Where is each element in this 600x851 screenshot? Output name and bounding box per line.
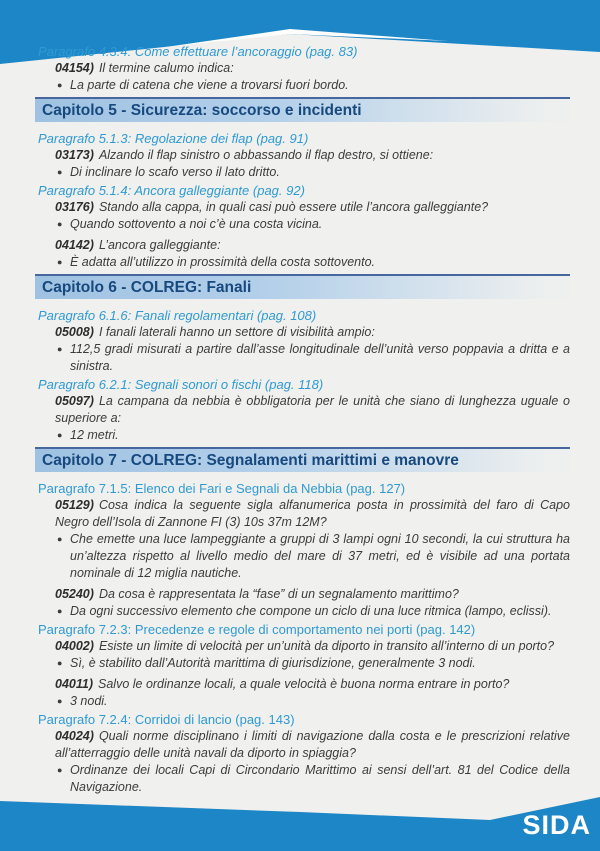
- question-text: Da cosa è rappresentata la “fase” di un segnalamento marittimo?: [98, 587, 459, 601]
- question-text: Esiste un limite di velocità per un’unità da diporto in transito all’interno di un porto?: [98, 639, 555, 653]
- question-number: 05240): [55, 587, 94, 601]
- bullet-icon: ●: [57, 167, 63, 177]
- paragraph-ref: Paragrafo 6.1.6: Fanali regolamentari (pag. 108): [38, 308, 317, 323]
- answer-line: [57, 164, 570, 181]
- question-line: [55, 586, 570, 603]
- paragraph-ref: Paragrafo 7.2.3: Precedenze e regole di comportamento nei porti (pag. 142): [38, 622, 476, 637]
- answer-line: [57, 762, 570, 796]
- answer-line: [57, 655, 570, 672]
- question-line: [55, 237, 570, 254]
- question-block: [38, 147, 570, 181]
- answer-text: La parte di catena che viene a trovarsi fuori bordo.: [70, 78, 349, 92]
- bullet-icon: ●: [57, 344, 63, 354]
- question-line: [55, 393, 570, 427]
- question-line: [55, 199, 570, 216]
- question-text: Stando alla cappa, in quali casi può essere utile l’ancora galleggiante?: [98, 200, 489, 214]
- question-line: [55, 147, 570, 164]
- question-number: 04142): [55, 238, 94, 252]
- sida-logo: SIDA: [522, 810, 591, 840]
- chapter-heading: Capitolo 5 - Sicurezza: soccorso e incidenti: [35, 97, 570, 122]
- paragraph-ref: Paragrafo 4.3.4: Come effettuare l’ancoraggio (pag. 83): [38, 44, 358, 59]
- question-block: [38, 199, 570, 233]
- answer-line: [57, 531, 570, 582]
- question-line: [55, 324, 570, 341]
- answer-line: [57, 216, 570, 233]
- answer-line: [57, 427, 570, 444]
- question-text: I fanali laterali hanno un settore di visibilità ampio:: [98, 325, 375, 339]
- answer-text: 112,5 gradi misurati a partire dall’asse longitudinale dell’unità verso poppavia a dritta e a sinistra.: [70, 342, 570, 373]
- bullet-icon: ●: [57, 219, 63, 229]
- question-number: 03173): [55, 148, 94, 162]
- question-text: Il termine calumo indica:: [98, 61, 234, 75]
- question-number: 04002): [55, 639, 94, 653]
- question-block: [38, 676, 570, 710]
- question-number: 04154): [55, 61, 94, 75]
- question-line: [55, 497, 570, 531]
- question-text: L’ancora galleggiante:: [98, 238, 221, 252]
- question-text: Quali norme disciplinano i limiti di navigazione dalla costa e le prescrizioni relative all’atterraggio delle unità navali da diporto in spiaggia?: [55, 729, 570, 760]
- paragraph-ref: Paragrafo 7.1.5: Elenco dei Fari e Segnali da Nebbia (pag. 127): [38, 481, 406, 496]
- question-number: 05129): [55, 498, 94, 512]
- bullet-icon: ●: [57, 257, 63, 267]
- question-block: [38, 324, 570, 375]
- bullet-icon: ●: [57, 606, 63, 616]
- answer-text: Di inclinare lo scafo verso il lato dritto.: [70, 165, 280, 179]
- bullet-icon: ●: [57, 430, 63, 440]
- question-block: [38, 497, 570, 582]
- answer-line: [57, 77, 570, 94]
- bullet-icon: ●: [57, 80, 63, 90]
- answer-text: Quando sottovento a noi c’è una costa vicina.: [70, 217, 323, 231]
- answer-line: [57, 341, 570, 375]
- answer-line: [57, 254, 570, 271]
- answer-text: Ordinanze dei locali Capi di Circondario Marittimo ai sensi dell’art. 81 del Codice della Navigazione.: [70, 763, 570, 794]
- answer-text: 3 nodi.: [70, 694, 108, 708]
- answer-text: Che emette una luce lampeggiante a gruppi di 3 lampi ogni 10 secondi, la cui struttura ha un’altezza rispetto al livello medio del mare di 37 metri, ed è visibile ad una portata nominale di 12 miglia nautiche.: [70, 532, 570, 580]
- question-text: Salvo le ordinanze locali, a quale velocità è buona norma entrare in porto?: [98, 677, 510, 691]
- question-block: [38, 586, 570, 620]
- bullet-icon: ●: [57, 658, 63, 668]
- question-block: [38, 638, 570, 672]
- question-line: [55, 676, 570, 693]
- question-line: [55, 60, 570, 77]
- answer-line: [57, 603, 570, 620]
- question-line: [55, 728, 570, 762]
- answer-text: È adatta all’utilizzo in prossimità della costa sottovento.: [70, 255, 376, 269]
- question-block: [38, 393, 570, 444]
- question-number: 04024): [55, 729, 94, 743]
- paragraph-ref: Paragrafo 5.1.3: Regolazione dei flap (pag. 91): [38, 131, 309, 146]
- paragraph-ref: Paragrafo 7.2.4: Corridoi di lancio (pag. 143): [38, 712, 295, 727]
- question-block: [38, 237, 570, 271]
- question-line: [55, 638, 570, 655]
- question-text: Cosa indica la seguente sigla alfanumerica posta in prossimità del faro di Capo Negro dell’Isola di Zannone FI (3) 10s 37m 12M?: [55, 498, 570, 529]
- answer-line: [57, 693, 570, 710]
- question-block: [38, 728, 570, 796]
- question-number: 03176): [55, 200, 94, 214]
- chapter-heading: Capitolo 7 - COLREG: Segnalamenti marittimi e manovre: [35, 447, 570, 472]
- answer-text: 12 metri.: [70, 428, 119, 442]
- question-block: [38, 60, 570, 94]
- paragraph-ref: Paragrafo 6.2.1: Segnali sonori o fischi (pag. 118): [38, 377, 324, 392]
- bullet-icon: ●: [57, 765, 63, 775]
- bullet-icon: ●: [57, 534, 63, 544]
- question-text: Alzando il flap sinistro o abbassando il flap destro, si ottiene:: [98, 148, 434, 162]
- paragraph-ref: Paragrafo 5.1.4: Ancora galleggiante (pag. 92): [38, 183, 305, 198]
- bullet-icon: ●: [57, 696, 63, 706]
- question-number: 05097): [55, 394, 94, 408]
- question-number: 05008): [55, 325, 94, 339]
- question-text: La campana da nebbia è obbligatoria per le unità che siano di lunghezza uguale o superiore a:: [55, 394, 570, 425]
- document-content: [0, 42, 600, 796]
- answer-text: Sì, è stabilito dall’Autorità marittima di giurisdizione, generalmente 3 nodi.: [70, 656, 476, 670]
- question-number: 04011): [55, 677, 93, 691]
- answer-text: Da ogni successivo elemento che compone un ciclo di una luce ritmica (lampo, eclissi).: [70, 604, 552, 618]
- chapter-heading: Capitolo 6 - COLREG: Fanali: [35, 274, 570, 299]
